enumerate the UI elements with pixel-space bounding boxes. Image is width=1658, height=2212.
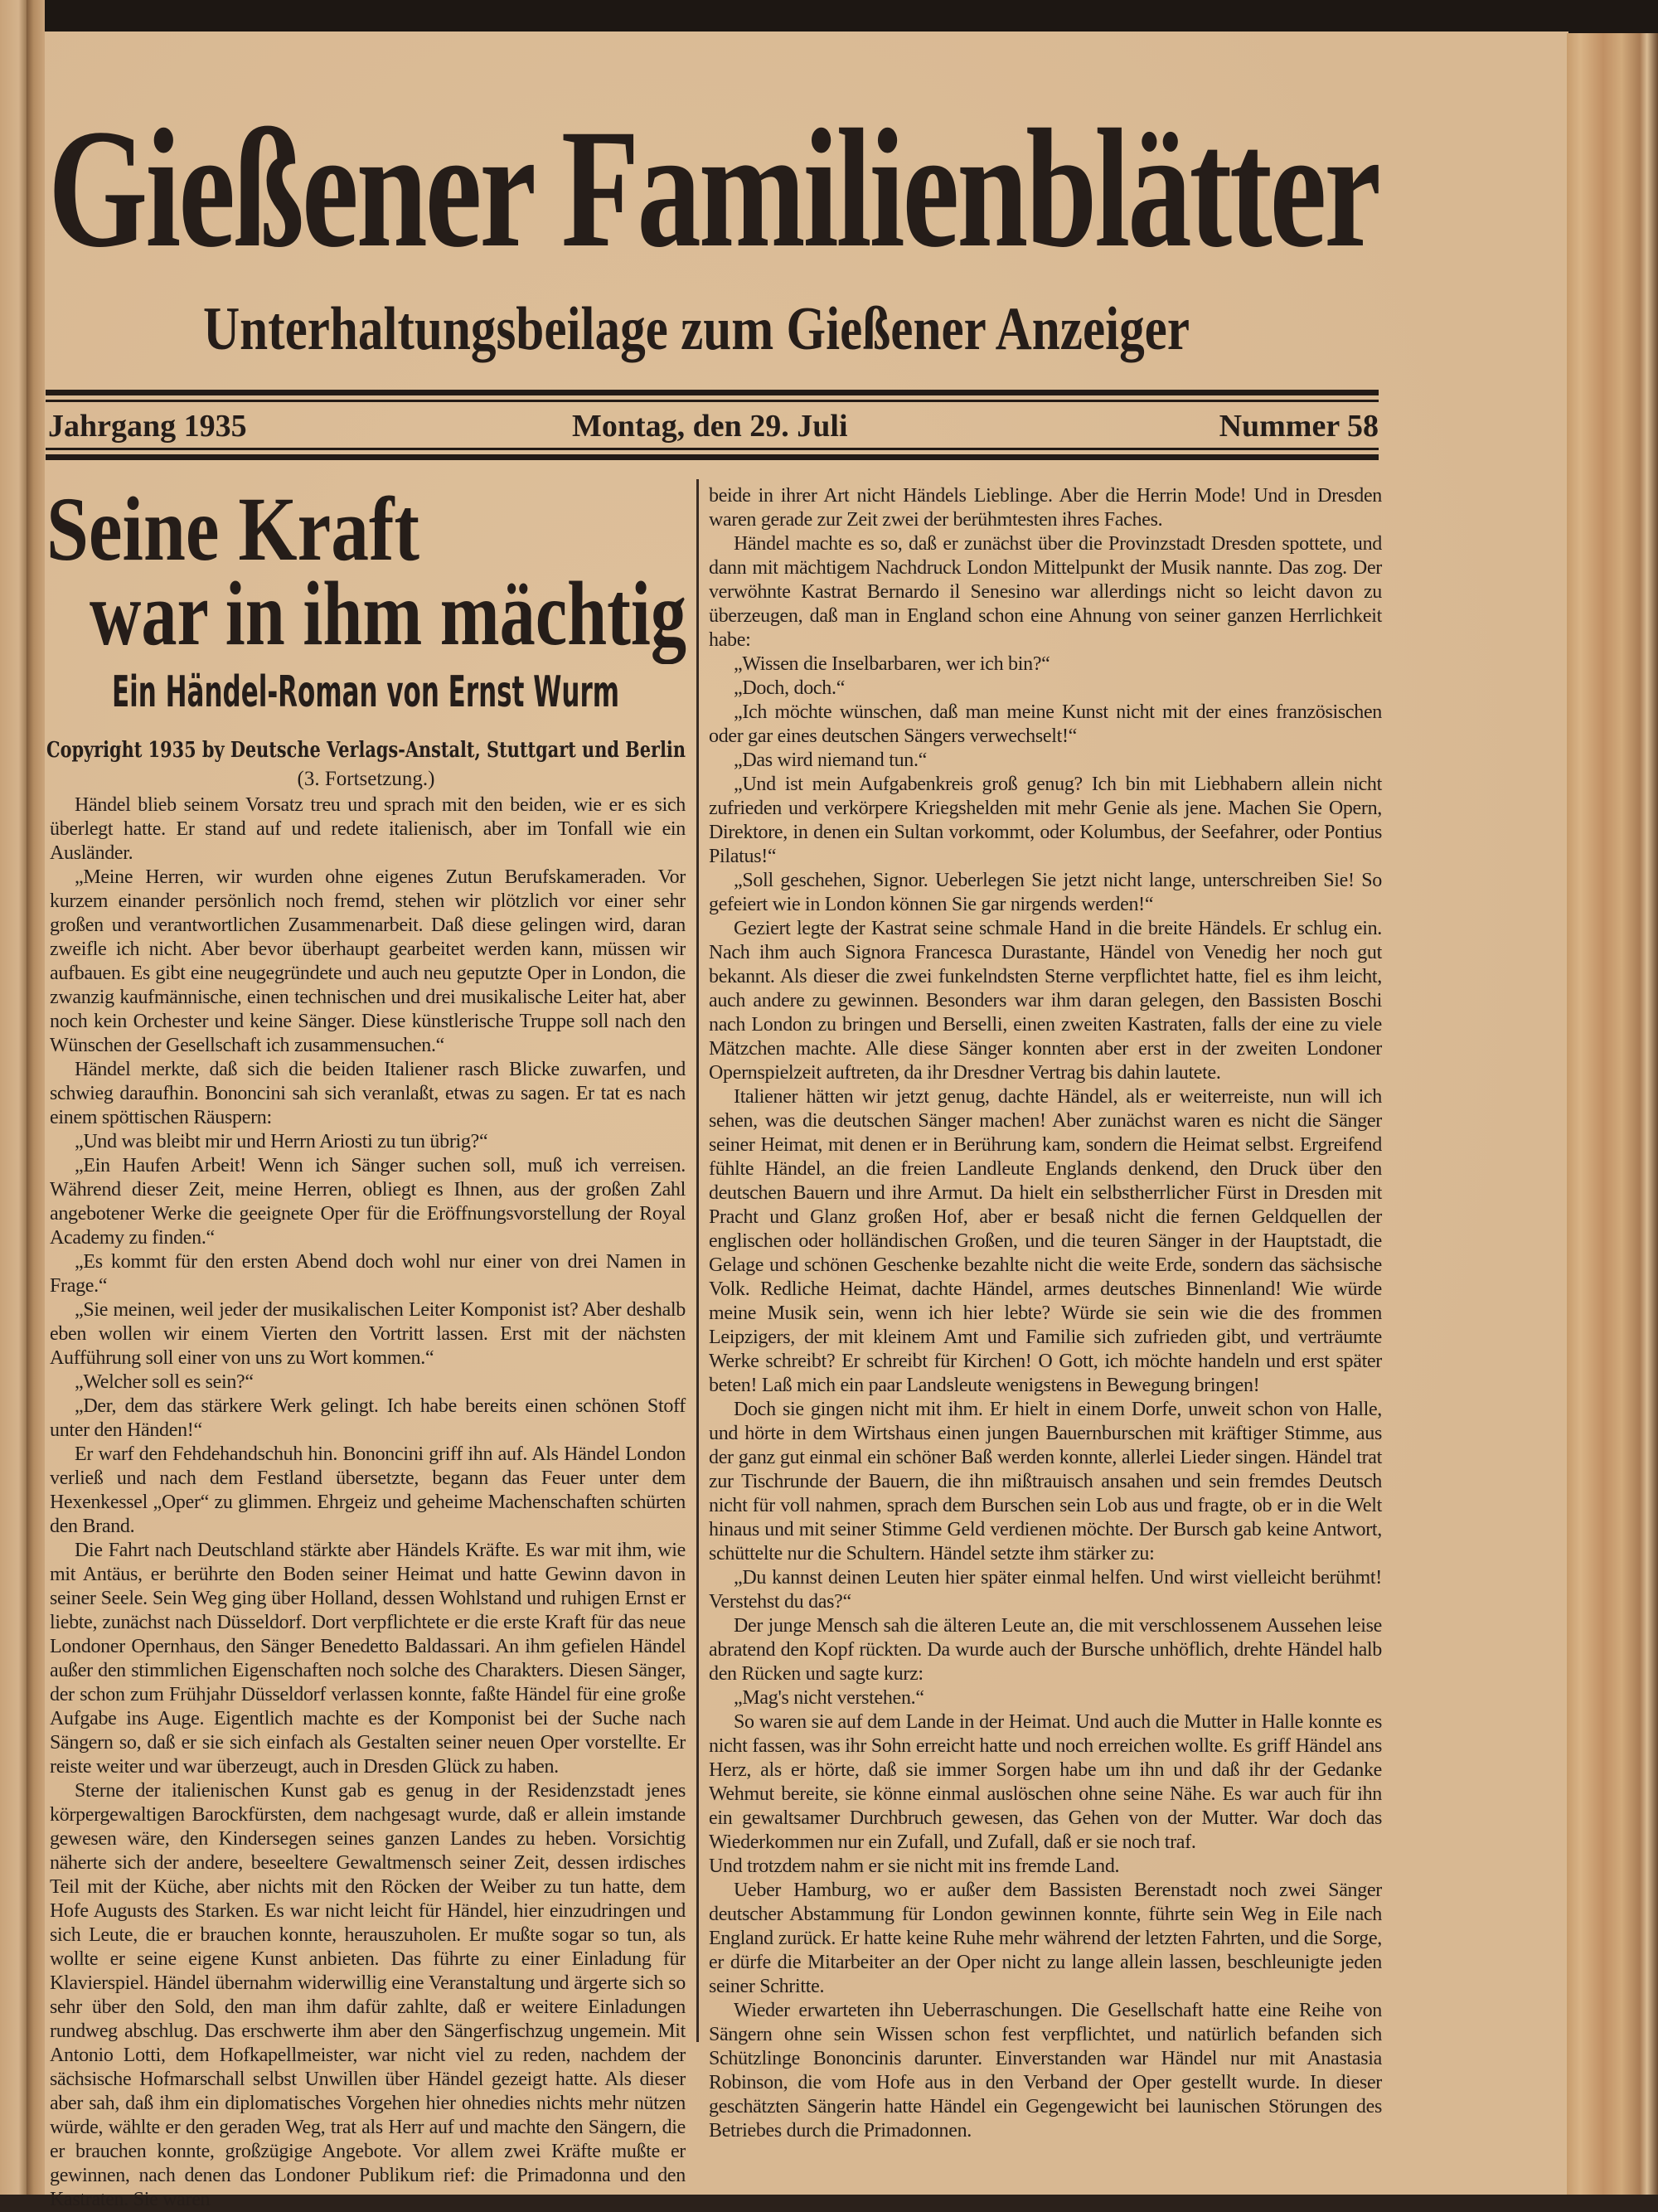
paragraph: „Sie meinen, weil jeder der musikalischen Leiter Komponist ist? Aber deshalb eben wollen wir einem Vierten den Vortritt lassen. Erst mit der nächsten Aufführung soll einer von uns zu Wort kommen.“ bbox=[50, 1299, 686, 1369]
headline-line-1: Seine Kraft bbox=[46, 478, 419, 580]
column-divider bbox=[696, 479, 699, 2042]
paragraph: Geziert legte der Kastrat seine schmale Hand in die breite Händels. Er schlug ein. Nach ihm auch Signora Francesca Durastante, Händel von Venedig her noch gut bekannt. Als dieser die zwei funkelndsten Sterne verpflichtet hatte, fiel es ihm leicht, auch andere zu gewinnen. Besonders war ihm daran gelegen, den Bassisten Boschi nach London zu bringen und Berselli, einen zweiten Kastraten, falls der eine zu viele Mätzchen machte. Alle diese Sänger konnten aber erst in der zweiten Londoner Opernspielzeit auftreten, da ihr Dresdner Vertrag bis dahin lautete. bbox=[709, 918, 1382, 1084]
masthead-subtitle: Unterhaltungsbeilage zum Gießener Anzeiger bbox=[203, 295, 1190, 363]
paragraph: „Ich möchte wünschen, daß man meine Kunst nicht mit der eines französischen oder gar eines deutschen Sängers verwechselt!“ bbox=[709, 701, 1382, 747]
article-column-right bbox=[709, 484, 1382, 2143]
masthead-subtitle-box bbox=[203, 292, 1190, 366]
paragraph: „Welcher soll es sein?“ bbox=[75, 1371, 254, 1393]
paragraph: beide in ihrer Art nicht Händels Lieblinge. Aber die Herrin Mode! Und in Dresden waren gerade zur Zeit zwei der berühmtesten ihres Faches. bbox=[709, 485, 1382, 531]
book-gutter bbox=[27, 0, 45, 2195]
headline-line-2-box bbox=[90, 563, 686, 664]
paragraph: Er warf den Fehdehandschuh hin. Bononcini griff ihn auf. Als Händel London verließ und nach dem Festland übersetzte, begann das Feuer unter dem Hexenkessel „Oper“ zu glimmen. Ehrgeiz und geheime Machenschaften schürten den Brand. bbox=[50, 1443, 686, 1537]
paragraph: Ueber Hamburg, wo er außer dem Bassisten Berenstadt noch zwei Sänger deutscher Abstammung für London gewinnen konnte, führte sein Weg in Eile nach England zurück. Er hatte keine Ruhe mehr während der letzten Fahrten, und die Sorge, er dürfe die Mitarbeiter an der Oper nicht zu lange allein lassen, beschleunigte jeden seiner Schritte. bbox=[709, 1880, 1382, 1997]
paragraph: „Ein Haufen Arbeit! Wenn ich Sänger suchen soll, muß ich verreisen. Während dieser Zeit, meine Herren, obliegt es Ihnen, aus der großen Zahl angebotener Werke die geeignete Oper für die Eröffnungsvorstellung der Royal Academy zu finden.“ bbox=[50, 1155, 686, 1249]
issue-number: Nummer 58 bbox=[1219, 409, 1379, 444]
article-column-left bbox=[50, 793, 686, 2212]
paragraph: Händel blieb seinem Vorsatz treu und sprach mit den beiden, wie er es sich überlegt hatte. Er stand auf und redete italienisch, aber im Tonfall wie ein Ausländer. bbox=[50, 794, 686, 864]
paragraph: Wieder erwarteten ihn Ueberraschungen. Die Gesellschaft hatte eine Reihe von Sängern ohne sein Wissen schon fest verpflichtet, und natürlich befanden sich Schützlinge Bononcinis darunter. Einverstanden war Händel nur mit Anastasia Robinson, die vom Hofe aus in den Verband der Oper gestellt wurde. In dieser geschätzten Sängerin hatte Händel ein Gegengewicht bei launischen Störungen des Betriebes durch die Primadonnen. bbox=[709, 2000, 1382, 2142]
masthead-title: Gießener Familienblätter bbox=[48, 95, 1379, 283]
paragraph: Doch sie gingen nicht mit ihm. Er hielt in einem Dorfe, unweit schon von Halle, und hörte in dem Wirtshaus einen jungen Bauernburschen mit kräftiger Stimme, aus der ganz gut einmal ein schöner Baß werden konnte, allerlei Lieder singen. Händel trat zur Tischrunde der Bauern, die ihn mißtrauisch ansahen und sein fremdes Deutsch nicht für voll nahmen, sprach dem Burschen sein Lob aus und fragte, ob er in die Welt hinaus und mit seiner Stimme Geld verdienen möchte. Der Bursch gab keine Antwort, schüttelte nur die Schultern. Händel setzte ihm stärker zu: bbox=[709, 1399, 1382, 1564]
installment-label: (3. Fortsetzung.) bbox=[297, 768, 435, 790]
paragraph: Italiener hätten wir jetzt genug, dachte Händel, als er weiterreiste, nun will ich sehen, was die deutschen Sänger machen! Aber zunächst waren es nicht die Sänger seiner Heimat, mit denen er in Berührung kam, sondern die Heimat selbst. Ergreifend fühlte Händel, an die freien Landleute Englands denkend, den Druck über den deutschen Bauern und ihre Armut. Da hielt ein selbstherrlicher Fürst in Dresden mit Pracht und Glanz großen Hof, aber er besaß nicht die fernen Geldquellen der englischen oder holländischen Großen, und die teuren Sänger in der Hauptstadt, die Gelage und schönen Geschenke bezahlte nicht die weite Erde, sondern das sächsische Volk. Redliche Heimat, dachte Händel, armes deutsches Binnenland! Wie würde meine Musik sein, wenn ich hier lebte? Würde sie sein wie die des frommen Leipzigers, der mit kleinem Amt und Familie sich zufrieden gibt, und verträumte Werke schreibt? Er schreibt für Kirchen! O Gott, ich möchte handeln und erst später beten! Laß mich ein paar Landsleute wenigstens in Bewegung bringen! bbox=[709, 1086, 1382, 1396]
paragraph: „Und ist mein Aufgabenkreis groß genug? Ich bin mit Liebhabern allein nicht zufrieden und verkörpere Kriegshelden mit mehr Genie als jene. Machen Sie Opern, Direktore, in denen ein Sultan vorkommt, oder Kolumbus, der Seefahrer, oder Pontius Pilatus!“ bbox=[709, 774, 1382, 867]
paragraph: Händel machte es so, daß er zunächst über die Provinzstadt Dresden spottete, und dann mit mächtigem Nachdruck London Mittelpunkt der Musik nannte. Das zog. Der verwöhnte Kastrat Bernardo il Senesino war allerdings nicht so leicht davon zu überzeugen, daß man in England schon eine Ahnung von seiner ganzen Herrlichkeit habe: bbox=[709, 533, 1382, 651]
paragraph: „Doch, doch.“ bbox=[734, 677, 846, 699]
copyright-notice: Copyright 1935 by Deutsche Verlags-Anstalt, Stuttgart und Berlin bbox=[46, 738, 686, 763]
paragraph: Händel merkte, daß sich die beiden Italiener rasch Blicke zuwarfen, und schwieg daraufhin. Bononcini sah sich veranlaßt, etwas zu sagen. Er tat es nach einem spöttischen Räuspern: bbox=[50, 1059, 686, 1128]
volume-label: Jahrgang 1935 bbox=[48, 409, 247, 444]
paragraph: „Meine Herren, wir wurden ohne eigenes Zutun Berufskameraden. Vor kurzem einander persönlich noch fremd, stehen wir plötzlich vor einer sehr großen und verantwortlichen Zusammenarbeit. Daß diese gelingen wird, daran zweifle ich nicht. Aber bevor überhaupt gearbeitet werden kann, müssen wir aufbauen. Es gibt eine neugegründete und auch neu geputzte Oper in London, die zwanzig kaufmännische, einen technischen und drei musikalische Leiter hat, aber noch kein Orchester und keine Sänger. Diese künstlerische Truppe soll nach den Wünschen der Gesellschaft ich zusammensuchen.“ bbox=[50, 866, 686, 1056]
paragraph: „Das wird niemand tun.“ bbox=[734, 749, 928, 771]
paragraph: Die Fahrt nach Deutschland stärkte aber Händels Kräfte. Es war mit ihm, wie mit Antäus, er berührte den Boden seiner Heimat und hatte Gewinn davon in seiner Seele. Sein Weg ging über Holland, dessen Wohlstand und ruhigen Ernst er liebte, zunächst nach Düsseldorf. Dort verpflichtete er die erste Kraft für das neue Londoner Opernhaus, den Sänger Benedetto Baldassari. An ihm gefielen Händel außer den stimmlichen Eigenschaften noch solche des Charakters. Diesen Sänger, der schon zum Frühjahr Düsseldorf verlassen konnte, faßte Händel für eine große Aufgabe ins Auge. Eigentlich machte es der Komponist bei der Suche nach Sängern so, daß er sie sich einfach als Gestalten seiner neuen Oper vorstellte. Er reiste weiter und war überzeugt, auch in Dresden Glück zu haben. bbox=[50, 1540, 686, 1778]
paragraph: „Soll geschehen, Signor. Ueberlegen Sie jetzt nicht lange, unterschreiben Sie! So gefeiert wie in London können Sie gar nirgends werden!“ bbox=[709, 870, 1382, 915]
masthead bbox=[48, 95, 1379, 283]
paragraph: Und trotzdem nahm er sie nicht mit ins fremde Land. bbox=[709, 1855, 1120, 1877]
paragraph: „Wissen die Inselbarbaren, wer ich bin?“ bbox=[734, 653, 1050, 675]
paragraph: „Es kommt für den ersten Abend doch wohl nur einer von drei Namen in Frage.“ bbox=[50, 1251, 686, 1297]
previous-page-edge bbox=[0, 0, 27, 2195]
paragraph: „Und was bleibt mir und Herrn Ariosti zu tun übrig?“ bbox=[75, 1131, 488, 1152]
paragraph: Sterne der italienischen Kunst gab es genug in der Residenzstadt jenes körpergewaltigen Barockfürsten, dem nachgesagt wurde, daß er allein imstande gewesen wäre, den Kindersegen seines ganzen Landes zu heben. Vorsichtig näherte sich der andere, beseeltere Gewaltmensch seiner Zeit, dessen irdisches Teil mit der Küche, aber nichts mit den Röcken der Weiber zu tun hatte, dem Hofe Augusts des Starken. Es war nicht leicht für Händel, hier einzudringen und sich Leute, die er brauchen konnte, herauszuholen. Er mußte sogar so tun, als wollte er seine eigene Kunst anbieten. Das führte zu einer Einladung für Klavierspiel. Händel übernahm widerwillig eine Veranstaltung und ärgerte sich so sehr über den Sold, den man ihm dafür zahlte, daß er weitere Einladungen rundweg abschlug. Das erschwerte ihm aber den Sängerfischzug ungemein. Mit Antonio Lotti, dem Hofkapellmeister, war nicht viel zu reden, nachdem der sächsische Hofmarschall selbst Unwillen über Händel gezeigt hatte. Als dieser aber sah, daß ihm ein diplomatisches Vorgehen hier ohnedies nichts mehr nützen würde, wählte er den geraden Weg, trat als Herr auf und machte den Sängern, die er brauchen konnte, großzügige Angebote. Vor allem zwei Kräfte mußte er gewinnen, nach denen das Londoner Publikum rief: die Primadonna und den Kastraten. Sie waren bbox=[50, 1780, 686, 2210]
paragraph: „Du kannst deinen Leuten hier später einmal helfen. Und wirst vielleicht berühmt! Verstehst du das?“ bbox=[709, 1567, 1382, 1613]
byline-box bbox=[112, 667, 619, 717]
rule-top-thin bbox=[46, 400, 1379, 402]
paragraph: „Mag's nicht verstehen.“ bbox=[734, 1687, 924, 1709]
rule-bottom-thick bbox=[46, 454, 1379, 460]
page-stack-edge bbox=[1567, 33, 1658, 2195]
rule-top-thick bbox=[46, 390, 1379, 395]
paragraph: Der junge Mensch sah die älteren Leute an, die mit verschlossenem Aussehen leise abratend den Kopf rückten. Da wurde auch der Bursche unhöflich, drehte Händel halb den Rücken und sagte kurz: bbox=[709, 1615, 1382, 1685]
headline-line-1-box bbox=[46, 478, 419, 580]
paragraph: „Der, dem das stärkere Werk gelingt. Ich habe bereits einen schönen Stoff unter den Händen!“ bbox=[50, 1395, 686, 1441]
issue-date: Montag, den 29. Juli bbox=[572, 409, 848, 444]
byline: Ein Händel-Roman von Ernst Wurm bbox=[112, 667, 619, 717]
copyright-box bbox=[46, 736, 686, 764]
scan-background bbox=[0, 0, 1658, 33]
paragraph: So waren sie auf dem Lande in der Heimat. Und auch die Mutter in Halle konnte es nicht fassen, was ihr Sohn erreicht hatte und noch erreichen wollte. Es griff Händel ans Herz, als er hörte, daß sie immer Sorgen habe um ihn und daß ihr der Gedanke Wehmut bereite, sie könne einmal auslöschen ohne seine Nähe. Es war auch für ihn ein gewaltsamer Durchbruch gewesen, das Gehen von der Mutter. War doch das Wiederkommen nur ein Zufall, und Zufall, daß er sie noch traf. bbox=[709, 1711, 1382, 1853]
rule-bottom-thin bbox=[46, 448, 1379, 450]
headline-line-2: war in ihm mächtig bbox=[90, 563, 686, 664]
